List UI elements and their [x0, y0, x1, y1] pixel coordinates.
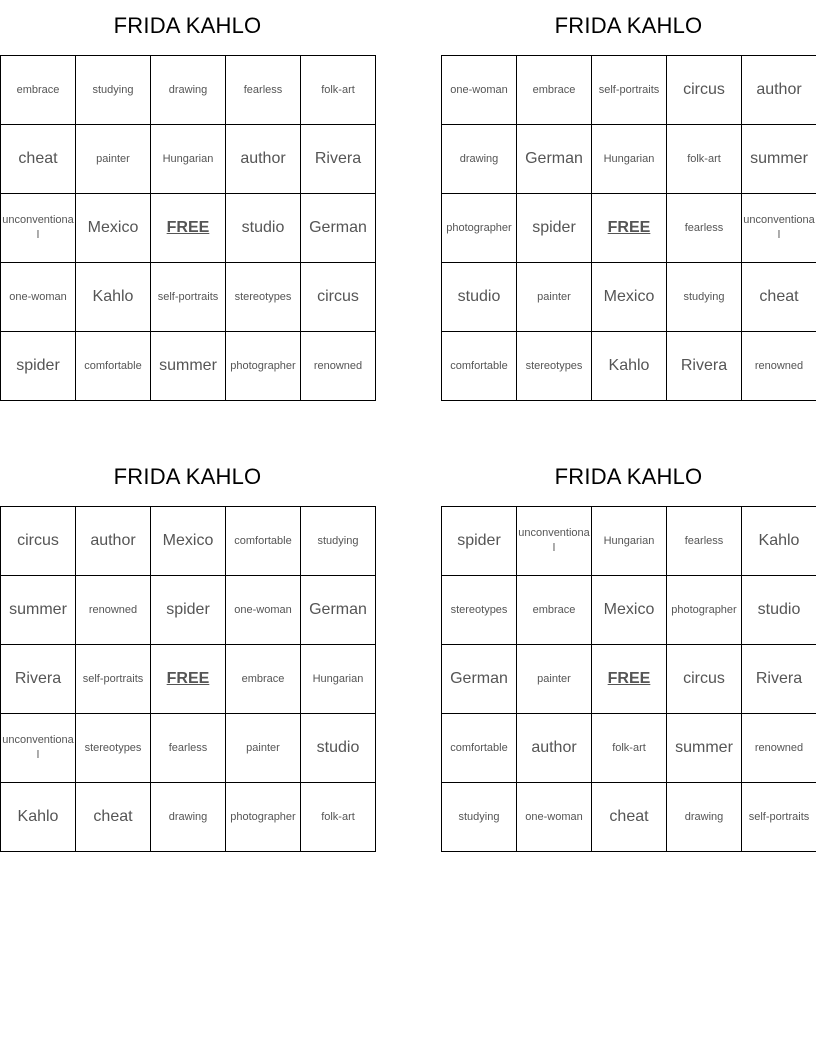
card-title: FRIDA KAHLO: [113, 13, 262, 38]
word-cell: studying: [301, 507, 376, 576]
word-cell: folk-art: [301, 783, 376, 852]
word-cell: comfortable: [76, 332, 151, 401]
word-cell: drawing: [442, 125, 517, 194]
word-cell: Hungarian: [592, 507, 667, 576]
word-cell: drawing: [667, 783, 742, 852]
word-cell: circus: [1, 507, 76, 576]
word-cell: Mexico: [592, 263, 667, 332]
word-cell: drawing: [151, 56, 226, 125]
grid-row: [442, 714, 816, 783]
word-cell: one-woman: [1, 263, 76, 332]
word-cell: studio: [742, 576, 816, 645]
word-cell: spider: [151, 576, 226, 645]
word-cell: self-portraits: [742, 783, 816, 852]
word-cell: renowned: [76, 576, 151, 645]
grid-row: [442, 783, 816, 852]
word-cell: spider: [442, 507, 517, 576]
word-cell: summer: [742, 125, 816, 194]
grid-row: [442, 194, 816, 263]
free-space-cell: FREE: [151, 194, 226, 263]
grid-row: [442, 645, 816, 714]
word-cell: embrace: [1, 56, 76, 125]
bingo-grid: [441, 55, 816, 401]
word-cell: studying: [667, 263, 742, 332]
word-cell: Mexico: [592, 576, 667, 645]
word-cell: Kahlo: [742, 507, 816, 576]
word-cell: painter: [517, 645, 592, 714]
grid-row: [1, 194, 376, 263]
word-cell: one-woman: [442, 56, 517, 125]
word-cell: folk-art: [592, 714, 667, 783]
word-cell: circus: [301, 263, 376, 332]
word-cell: Rivera: [301, 125, 376, 194]
word-cell: unconventional: [517, 507, 592, 576]
word-cell: studying: [442, 783, 517, 852]
word-cell: renowned: [301, 332, 376, 401]
grid-row: [1, 645, 376, 714]
word-cell: circus: [667, 645, 742, 714]
grid-row: [1, 125, 376, 194]
word-cell: Hungarian: [592, 125, 667, 194]
word-cell: stereotypes: [226, 263, 301, 332]
word-cell: embrace: [517, 56, 592, 125]
grid-row: [1, 56, 376, 125]
word-cell: painter: [76, 125, 151, 194]
grid-row: [1, 332, 376, 401]
word-cell: summer: [667, 714, 742, 783]
word-cell: circus: [667, 56, 742, 125]
word-cell: drawing: [151, 783, 226, 852]
free-space-cell: FREE: [151, 645, 226, 714]
card-title: FRIDA KAHLO: [113, 464, 262, 489]
free-space-cell: FREE: [592, 645, 667, 714]
word-cell: studio: [442, 263, 517, 332]
word-cell: painter: [517, 263, 592, 332]
word-cell: unconventional: [1, 194, 76, 263]
grid-row: [442, 56, 816, 125]
grid-row: [1, 714, 376, 783]
free-space-cell: FREE: [592, 194, 667, 263]
grid-row: [442, 125, 816, 194]
bingo-grid: [0, 55, 376, 401]
word-cell: German: [301, 576, 376, 645]
word-cell: studying: [76, 56, 151, 125]
word-cell: Kahlo: [592, 332, 667, 401]
word-cell: Hungarian: [301, 645, 376, 714]
word-cell: cheat: [592, 783, 667, 852]
word-cell: Rivera: [742, 645, 816, 714]
grid-row: [1, 507, 376, 576]
word-cell: renowned: [742, 332, 816, 401]
word-cell: cheat: [76, 783, 151, 852]
word-cell: unconventional: [742, 194, 816, 263]
word-cell: summer: [151, 332, 226, 401]
word-cell: embrace: [517, 576, 592, 645]
card-title: FRIDA KAHLO: [554, 13, 703, 38]
word-cell: painter: [226, 714, 301, 783]
word-cell: one-woman: [226, 576, 301, 645]
bingo-card-4: [441, 451, 816, 852]
word-cell: fearless: [667, 507, 742, 576]
word-cell: embrace: [226, 645, 301, 714]
bingo-grid: [0, 506, 376, 852]
word-cell: Mexico: [151, 507, 226, 576]
word-cell: photographer: [226, 332, 301, 401]
word-cell: stereotypes: [442, 576, 517, 645]
word-cell: self-portraits: [151, 263, 226, 332]
bingo-grid: [441, 506, 816, 852]
grid-row: [442, 332, 816, 401]
word-cell: Rivera: [667, 332, 742, 401]
word-cell: cheat: [1, 125, 76, 194]
word-cell: photographer: [667, 576, 742, 645]
word-cell: fearless: [226, 56, 301, 125]
word-cell: cheat: [742, 263, 816, 332]
word-cell: comfortable: [442, 714, 517, 783]
word-cell: author: [742, 56, 816, 125]
word-cell: comfortable: [226, 507, 301, 576]
word-cell: German: [301, 194, 376, 263]
word-cell: studio: [226, 194, 301, 263]
word-cell: renowned: [742, 714, 816, 783]
word-cell: stereotypes: [517, 332, 592, 401]
card-title: FRIDA KAHLO: [554, 464, 703, 489]
word-cell: spider: [1, 332, 76, 401]
bingo-card-1: [0, 0, 375, 401]
grid-row: [1, 576, 376, 645]
word-cell: stereotypes: [76, 714, 151, 783]
word-cell: Kahlo: [1, 783, 76, 852]
word-cell: Mexico: [76, 194, 151, 263]
word-cell: Hungarian: [151, 125, 226, 194]
word-cell: author: [517, 714, 592, 783]
grid-row: [442, 576, 816, 645]
word-cell: comfortable: [442, 332, 517, 401]
bingo-card-2: [441, 0, 816, 401]
word-cell: Kahlo: [76, 263, 151, 332]
word-cell: author: [76, 507, 151, 576]
word-cell: self-portraits: [592, 56, 667, 125]
word-cell: spider: [517, 194, 592, 263]
word-cell: German: [442, 645, 517, 714]
word-cell: folk-art: [667, 125, 742, 194]
grid-row: [1, 263, 376, 332]
word-cell: folk-art: [301, 56, 376, 125]
bingo-card-3: [0, 451, 375, 852]
word-cell: one-woman: [517, 783, 592, 852]
word-cell: Rivera: [1, 645, 76, 714]
word-cell: photographer: [226, 783, 301, 852]
grid-row: [442, 263, 816, 332]
word-cell: photographer: [442, 194, 517, 263]
word-cell: unconventional: [1, 714, 76, 783]
word-cell: author: [226, 125, 301, 194]
grid-row: [442, 507, 816, 576]
word-cell: studio: [301, 714, 376, 783]
grid-row: [1, 783, 376, 852]
word-cell: German: [517, 125, 592, 194]
word-cell: summer: [1, 576, 76, 645]
word-cell: fearless: [151, 714, 226, 783]
word-cell: self-portraits: [76, 645, 151, 714]
word-cell: fearless: [667, 194, 742, 263]
